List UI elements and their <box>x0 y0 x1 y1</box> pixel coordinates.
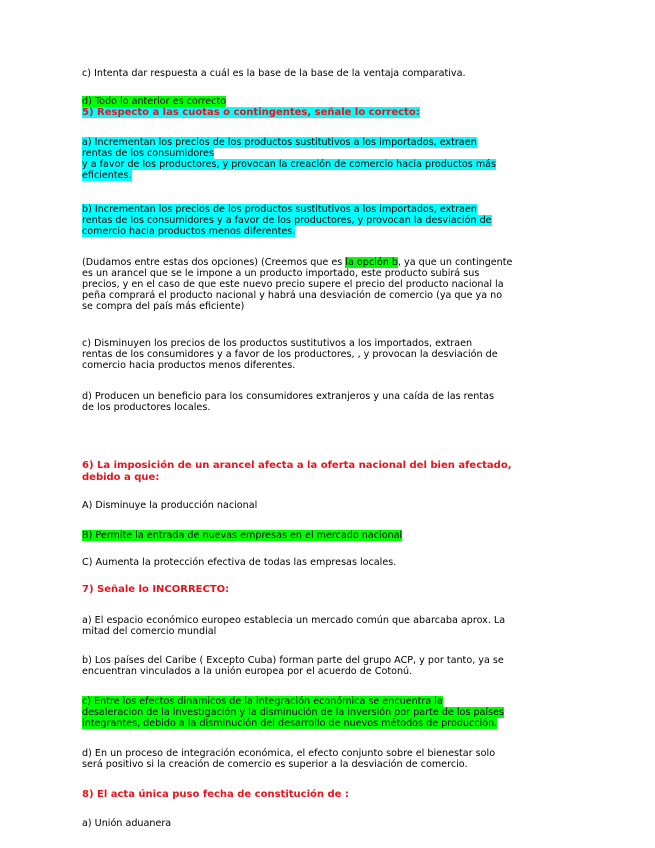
q7-option-a-line: a) El espacio económico europeo establecia un mercado común que abarcaba aprox. La <box>82 615 506 626</box>
q6-title-line: debido a que: <box>82 472 160 483</box>
q5-option-d-line: d) Producen un beneficio para los consumidores extranjeros y una caída de las rentas <box>82 391 494 402</box>
q7-option-d <box>82 748 495 770</box>
q5-option-c-line: rentas de los consumidores y a favor de los productores, , y provocan la desviación de <box>82 349 498 360</box>
q5-option-a-line: rentas de los consumidores <box>82 148 214 159</box>
q4-option-d-correct: d) Todo lo anterior es correcto <box>82 96 227 107</box>
q5-note-line: es un arancel que se le impone a un producto importado, este producto subirá sus <box>82 268 480 279</box>
q4-option-c: c) Intenta dar respuesta a cuál es la base de la base de la ventaja comparativa. <box>82 68 466 79</box>
q5-note-text: (Dudamos entre estas dos opciones) (Creemos que es <box>82 257 346 268</box>
q6-title <box>82 460 512 484</box>
q7-option-b <box>82 655 504 677</box>
q5-option-d <box>82 391 494 413</box>
q5-option-c-line: c) Disminuyen los precios de los productos sustitutivos a los importados, extraen <box>82 338 473 349</box>
q5-option-a-line: y a favor de los productores, y provocan la creación de comercio hacia productos más <box>82 159 497 170</box>
q7-option-d-line: será positivo si la creación de comercio es superior a la desviación de comercio. <box>82 759 468 770</box>
q5-note-highlight: la opción b <box>345 257 398 268</box>
q6-title-line: 6) La imposición de un arancel afecta a la oferta nacional del bien afectado, <box>82 460 512 471</box>
q7-title: 7) Señale lo INCORRECTO: <box>82 584 230 595</box>
q5-option-a <box>82 137 496 181</box>
q5-note-line: se compra del país más eficiente) <box>82 301 245 312</box>
q7-option-c-line: integrantes, debido a la disminución del desarrollo de nuevos métodos de producción. <box>82 718 498 729</box>
q7-option-b-line: encuentran vinculados a la unión europea por el acuerdo de Cotonú. <box>82 666 413 677</box>
q5-title: 5) Respecto a las cuotas o contingentes, señale lo correcto: <box>82 107 420 118</box>
q6-option-a: A) Disminuye la producción nacional <box>82 500 258 511</box>
q5-note-text: , ya que un contingente <box>397 257 513 268</box>
q5-note <box>82 257 512 312</box>
q7-option-c-line: desaleracion de la investigación y la disminución de la inversión por parte de los países <box>82 707 504 718</box>
q5-option-a-line: eficientes. <box>82 170 132 181</box>
q5-option-b <box>82 204 492 237</box>
q5-option-b-line: comercio hacia productos menos diferentes. <box>82 226 296 237</box>
q5-option-d-line: de los productores locales. <box>82 402 211 413</box>
q7-option-c-line: c) Entre los efectos dinamicos de la integración económica se encuentra la <box>82 696 443 707</box>
q5-option-c-line: comercio hacia productos menos diferentes. <box>82 360 296 371</box>
q7-option-d-line: d) En un proceso de integración económica, el efecto conjunto sobre el bienestar solo <box>82 748 496 759</box>
q6-option-c: C) Aumenta la protección efectiva de todas las empresas locales. <box>82 557 397 568</box>
q5-option-b-line: rentas de los consumidores y a favor de los productores, y provocan la desviación de <box>82 215 492 226</box>
q8-title: 8) El acta única puso fecha de constitución de : <box>82 789 349 800</box>
q7-option-a-line: mitad del comercio mundial <box>82 626 217 637</box>
q5-option-a-line: a) Incrementan los precios de los productos sustitutivos a los importados, extraen <box>82 137 477 148</box>
q7-option-a <box>82 615 505 637</box>
q7-option-c-correct <box>82 696 504 729</box>
q7-option-b-line: b) Los países del Caribe ( Excepto Cuba) forman parte del grupo ACP, y por tanto, ya se <box>82 655 504 666</box>
q6-option-b-correct: B) Permite la entrada de nuevas empresas en el mercado nacional <box>82 530 403 541</box>
q8-option-a: a) Unión aduanera <box>82 818 172 829</box>
q5-note-line: precios, y en el caso de que este nuevo precio supere el precio del producto nacional la <box>82 279 504 290</box>
q5-option-c <box>82 338 498 371</box>
q5-note-line: peña comprará el producto nacional y habrá una desviación de comercio (ya que ya no <box>82 290 503 301</box>
q5-option-b-line: b) Incrementan los precios de los productos sustitutivos a los importados, extraen <box>82 204 477 215</box>
